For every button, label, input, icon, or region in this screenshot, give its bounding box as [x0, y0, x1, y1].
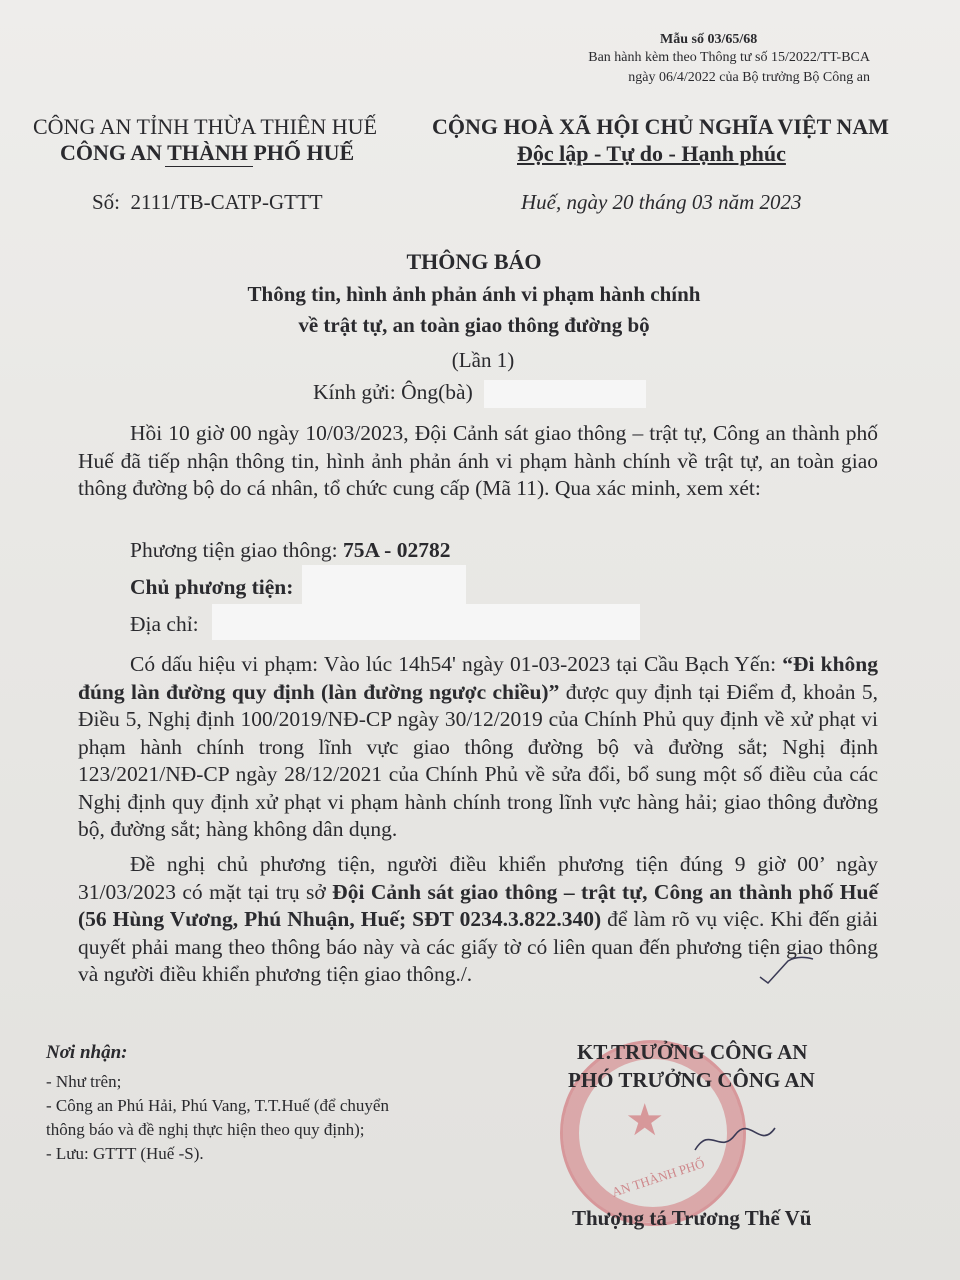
handwritten-signature — [690, 1120, 780, 1160]
recipients-list — [46, 1070, 389, 1166]
place-date: Huế, ngày 20 tháng 03 năm 2023 — [521, 190, 802, 214]
recipients-heading: Nơi nhận: — [46, 1042, 128, 1063]
address-label: Địa chỉ: — [130, 612, 199, 636]
violation-paragraph — [78, 651, 878, 844]
recipient-item: - Công an Phú Hải, Phú Vang, T.T.Huế (để chuyển — [46, 1096, 389, 1115]
intro-paragraph: Hồi 10 giờ 00 ngày 10/03/2023, Đội Cảnh sát giao thông – trật tự, Công an thành phố Huế đã tiếp nhận thông tin, hình ảnh phản ánh vi phạm hành chính về trật tự, an toàn giao thông đường bộ do cá nhân, tổ chức cung cấp (Mã 11). Qua xác minh, xem xét: — [78, 421, 878, 500]
document-number — [92, 190, 323, 215]
agency-underline — [165, 166, 253, 167]
recipient-item: - Như trên; — [46, 1072, 122, 1091]
signer-name: Thượng tá Trương Thế Vũ — [572, 1206, 812, 1230]
title-times: (Lần 1) — [451, 348, 515, 372]
redacted-owner-name — [302, 565, 466, 605]
redacted-address — [212, 604, 640, 640]
title-subtitle-1: Thông tin, hình ảnh phản ánh vi phạm hành chính — [247, 282, 701, 306]
signature-title-2: PHÓ TRƯỞNG CÔNG AN — [568, 1068, 815, 1092]
owner-label: Chủ phương tiện: — [130, 575, 294, 599]
violation-legal-basis: được quy định tại Điểm đ, khoản 5, Điều 5, Nghị định 100/2019/NĐ-CP ngày 30/12/2019 của Chính Phủ quy định về xử phạt vi phạm hành chính trong lĩnh vực giao thông đường bộ và đường sắt; Nghị định 123/2021/NĐ-CP ngày 28/12/2021 của Chính Phủ về sửa đổi, bổ sung một số điều của các Nghị định quy định xử phạt vi phạm hành chính trong lĩnh vực hàng hải; giao thông đường bộ, đường sắt; hàng không dân dụng. — [78, 679, 878, 841]
agency-parent: CÔNG AN TỈNH THỪA THIÊN HUẾ — [33, 114, 378, 139]
title-main: THÔNG BÁO — [406, 249, 542, 274]
addressee: Kính gửi: Ông(bà) — [313, 380, 473, 404]
redacted-addressee-name — [484, 380, 646, 408]
recipient-item: - Lưu: GTTT (Huế -S). — [46, 1144, 204, 1163]
agency-name: CÔNG AN THÀNH PHỐ HUẾ — [60, 140, 355, 165]
violation-lead: Có dấu hiệu vi phạm: Vào lúc 14h54' ngày 01-03-2023 tại Cầu Bạch Yến: — [130, 652, 777, 676]
check-mark-scribble — [758, 955, 818, 985]
form-reference-line-1: Ban hành kèm theo Thông tư số 15/2022/TT-BCA — [588, 50, 870, 65]
document-number-label: Số: — [92, 190, 121, 214]
title-subtitle-2: về trật tự, an toàn giao thông đường bộ — [298, 313, 650, 337]
vehicle-label: Phương tiện giao thông: — [130, 538, 338, 562]
vehicle-plate: 75A - 02782 — [342, 538, 451, 562]
request-rest: để làm rõ vụ việc. Khi đến giải quyết phải mang theo thông báo này và các giấy tờ có liên quan đến phương tiện giao thông và người điều khiển phương tiện giao thông./. — [78, 907, 878, 986]
form-number: Mẫu số 03/65/68 — [660, 32, 758, 47]
document-number-value: 2111/TB-CATP-GTTT — [130, 190, 323, 214]
request-office: Đội Cảnh sát giao thông – trật tự, Công an thành phố Huế (56 Hùng Vương, Phú Nhuận, Huế; SĐT 0234.3.822.340) — [78, 879, 878, 931]
recipient-item: thông báo và đề nghị thực hiện theo quy định); — [46, 1120, 365, 1139]
stamp-text: AN THÀNH PHỐ — [609, 1155, 707, 1200]
violation-offense: “Đi không đúng làn đường quy định (làn đường ngược chiều)” — [78, 652, 879, 704]
motto: Độc lập - Tự do - Hạnh phúc — [517, 141, 786, 166]
stamp-star-icon: ★ — [625, 1096, 665, 1145]
signature-title-1: KT.TRƯỞNG CÔNG AN — [577, 1040, 808, 1064]
document-title — [0, 249, 948, 275]
form-reference-line-2: ngày 06/4/2022 của Bộ trưởng Bộ Công an — [628, 70, 870, 85]
request-lead: Đề nghị chủ phương tiện, người điều khiển phương tiện đúng 9 giờ 00’ ngày 31/03/2023 có mặt tại trụ sở — [78, 852, 878, 904]
country-name: CỘNG HOÀ XÃ HỘI CHỦ NGHĨA VIỆT NAM — [432, 114, 889, 139]
vehicle-line — [130, 538, 450, 563]
